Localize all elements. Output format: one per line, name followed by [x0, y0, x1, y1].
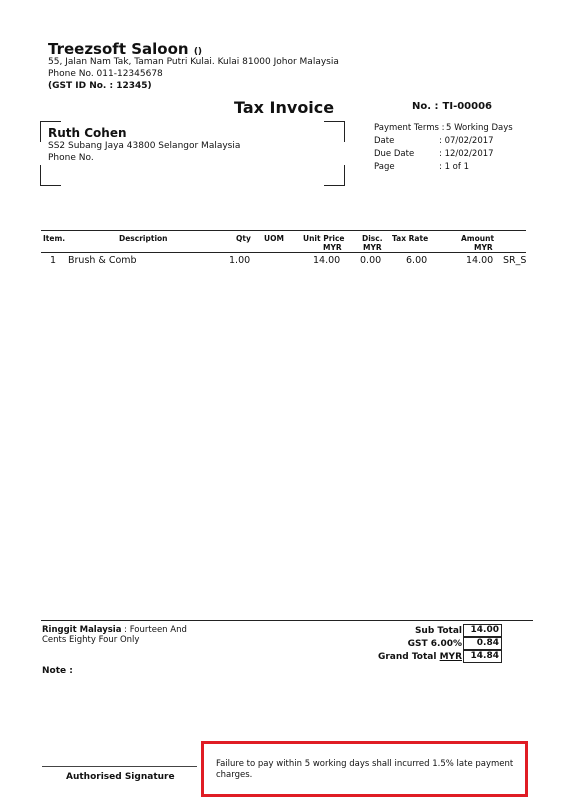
th-qty: Qty	[236, 234, 251, 243]
meta-date-value: : 07/02/2017	[439, 136, 494, 146]
company-name-suffix: ()	[193, 47, 203, 57]
meta-date-label: Date	[374, 136, 395, 146]
th-tax-rate: Tax Rate	[392, 234, 429, 243]
customer-name: Ruth Cohen	[48, 126, 127, 140]
row-disc: 0.00	[360, 255, 382, 266]
company-name	[48, 40, 202, 58]
footer-top-rule	[41, 620, 533, 621]
payment-terms-notice: Failure to pay within 5 working days shall incurred 1.5% late payment charges.	[216, 759, 514, 780]
customer-address: SS2 Subang Jaya 43800 Selangor Malaysia	[48, 141, 241, 151]
th-unit-price-currency: MYR	[323, 243, 342, 252]
grand-total-value: 14.84	[463, 650, 502, 663]
meta-payment-terms-label: Payment Terms :	[374, 123, 445, 133]
th-item: Item.	[43, 234, 66, 243]
meta-page	[374, 162, 534, 174]
customer-bracket-bottom-left	[40, 165, 61, 186]
document-number-value: TI-00006	[442, 101, 493, 112]
company-gst-id: (GST ID No. : 12345)	[48, 81, 152, 91]
meta-date	[374, 136, 534, 148]
row-item: 1	[50, 255, 57, 266]
table-header-rule	[41, 252, 526, 253]
th-uom: UOM	[264, 234, 284, 243]
company-address: 55, Jalan Nam Tak, Taman Putri Kulai. Kulai 81000 Johor Malaysia	[48, 57, 339, 67]
table-top-rule	[41, 230, 526, 231]
meta-due-date-label: Due Date	[374, 149, 415, 159]
amount-in-words-line1: : Fourteen And	[124, 625, 187, 635]
meta-page-label: Page	[374, 162, 395, 172]
th-disc: Disc.	[362, 234, 383, 243]
th-unit-price: Unit Price	[303, 234, 345, 243]
th-disc-currency: MYR	[363, 243, 382, 252]
meta-page-value: : 1 of 1	[439, 162, 469, 172]
customer-phone: Phone No.	[48, 153, 94, 163]
th-amount-currency: MYR	[474, 243, 493, 252]
company-name-text: Treezsoft Saloon	[48, 40, 189, 58]
grand-total-label	[342, 652, 462, 662]
row-amount: 14.00	[466, 255, 494, 266]
th-description: Description	[119, 234, 168, 243]
row-tax-rate: 6.00	[406, 255, 428, 266]
document-number	[412, 101, 492, 112]
grand-total-text: Grand Total	[377, 652, 437, 662]
sub-total-label: Sub Total	[414, 626, 462, 636]
amount-in-words-label: Ringgit Malaysia	[42, 625, 122, 635]
note-label: Note :	[42, 666, 73, 676]
grand-total-currency: MYR	[439, 652, 462, 662]
amount-in-words	[42, 625, 187, 645]
sub-total-value: 14.00	[463, 624, 502, 637]
meta-due-date-value: : 12/02/2017	[439, 149, 494, 159]
meta-payment-terms	[374, 123, 534, 135]
row-unit-price: 14.00	[313, 255, 341, 266]
meta-due-date	[374, 149, 534, 161]
document-number-label: No. :	[412, 101, 439, 112]
document-title: Tax Invoice	[234, 98, 335, 117]
customer-bracket-top-right	[324, 121, 345, 142]
row-qty: 1.00	[229, 255, 251, 266]
customer-bracket-bottom-right	[324, 165, 345, 186]
gst-label: GST 6.00%	[407, 639, 462, 649]
meta-payment-terms-value: 5 Working Days	[446, 123, 513, 133]
row-tax-code: SR_S	[503, 255, 527, 266]
amount-in-words-line2: Cents Eighty Four Only	[42, 635, 140, 645]
signature-line	[42, 766, 197, 767]
row-description: Brush & Comb	[68, 255, 137, 266]
gst-value: 0.84	[463, 637, 502, 650]
th-amount: Amount	[461, 234, 495, 243]
company-phone: Phone No. 011-12345678	[48, 69, 163, 79]
signature-label: Authorised Signature	[66, 772, 175, 782]
